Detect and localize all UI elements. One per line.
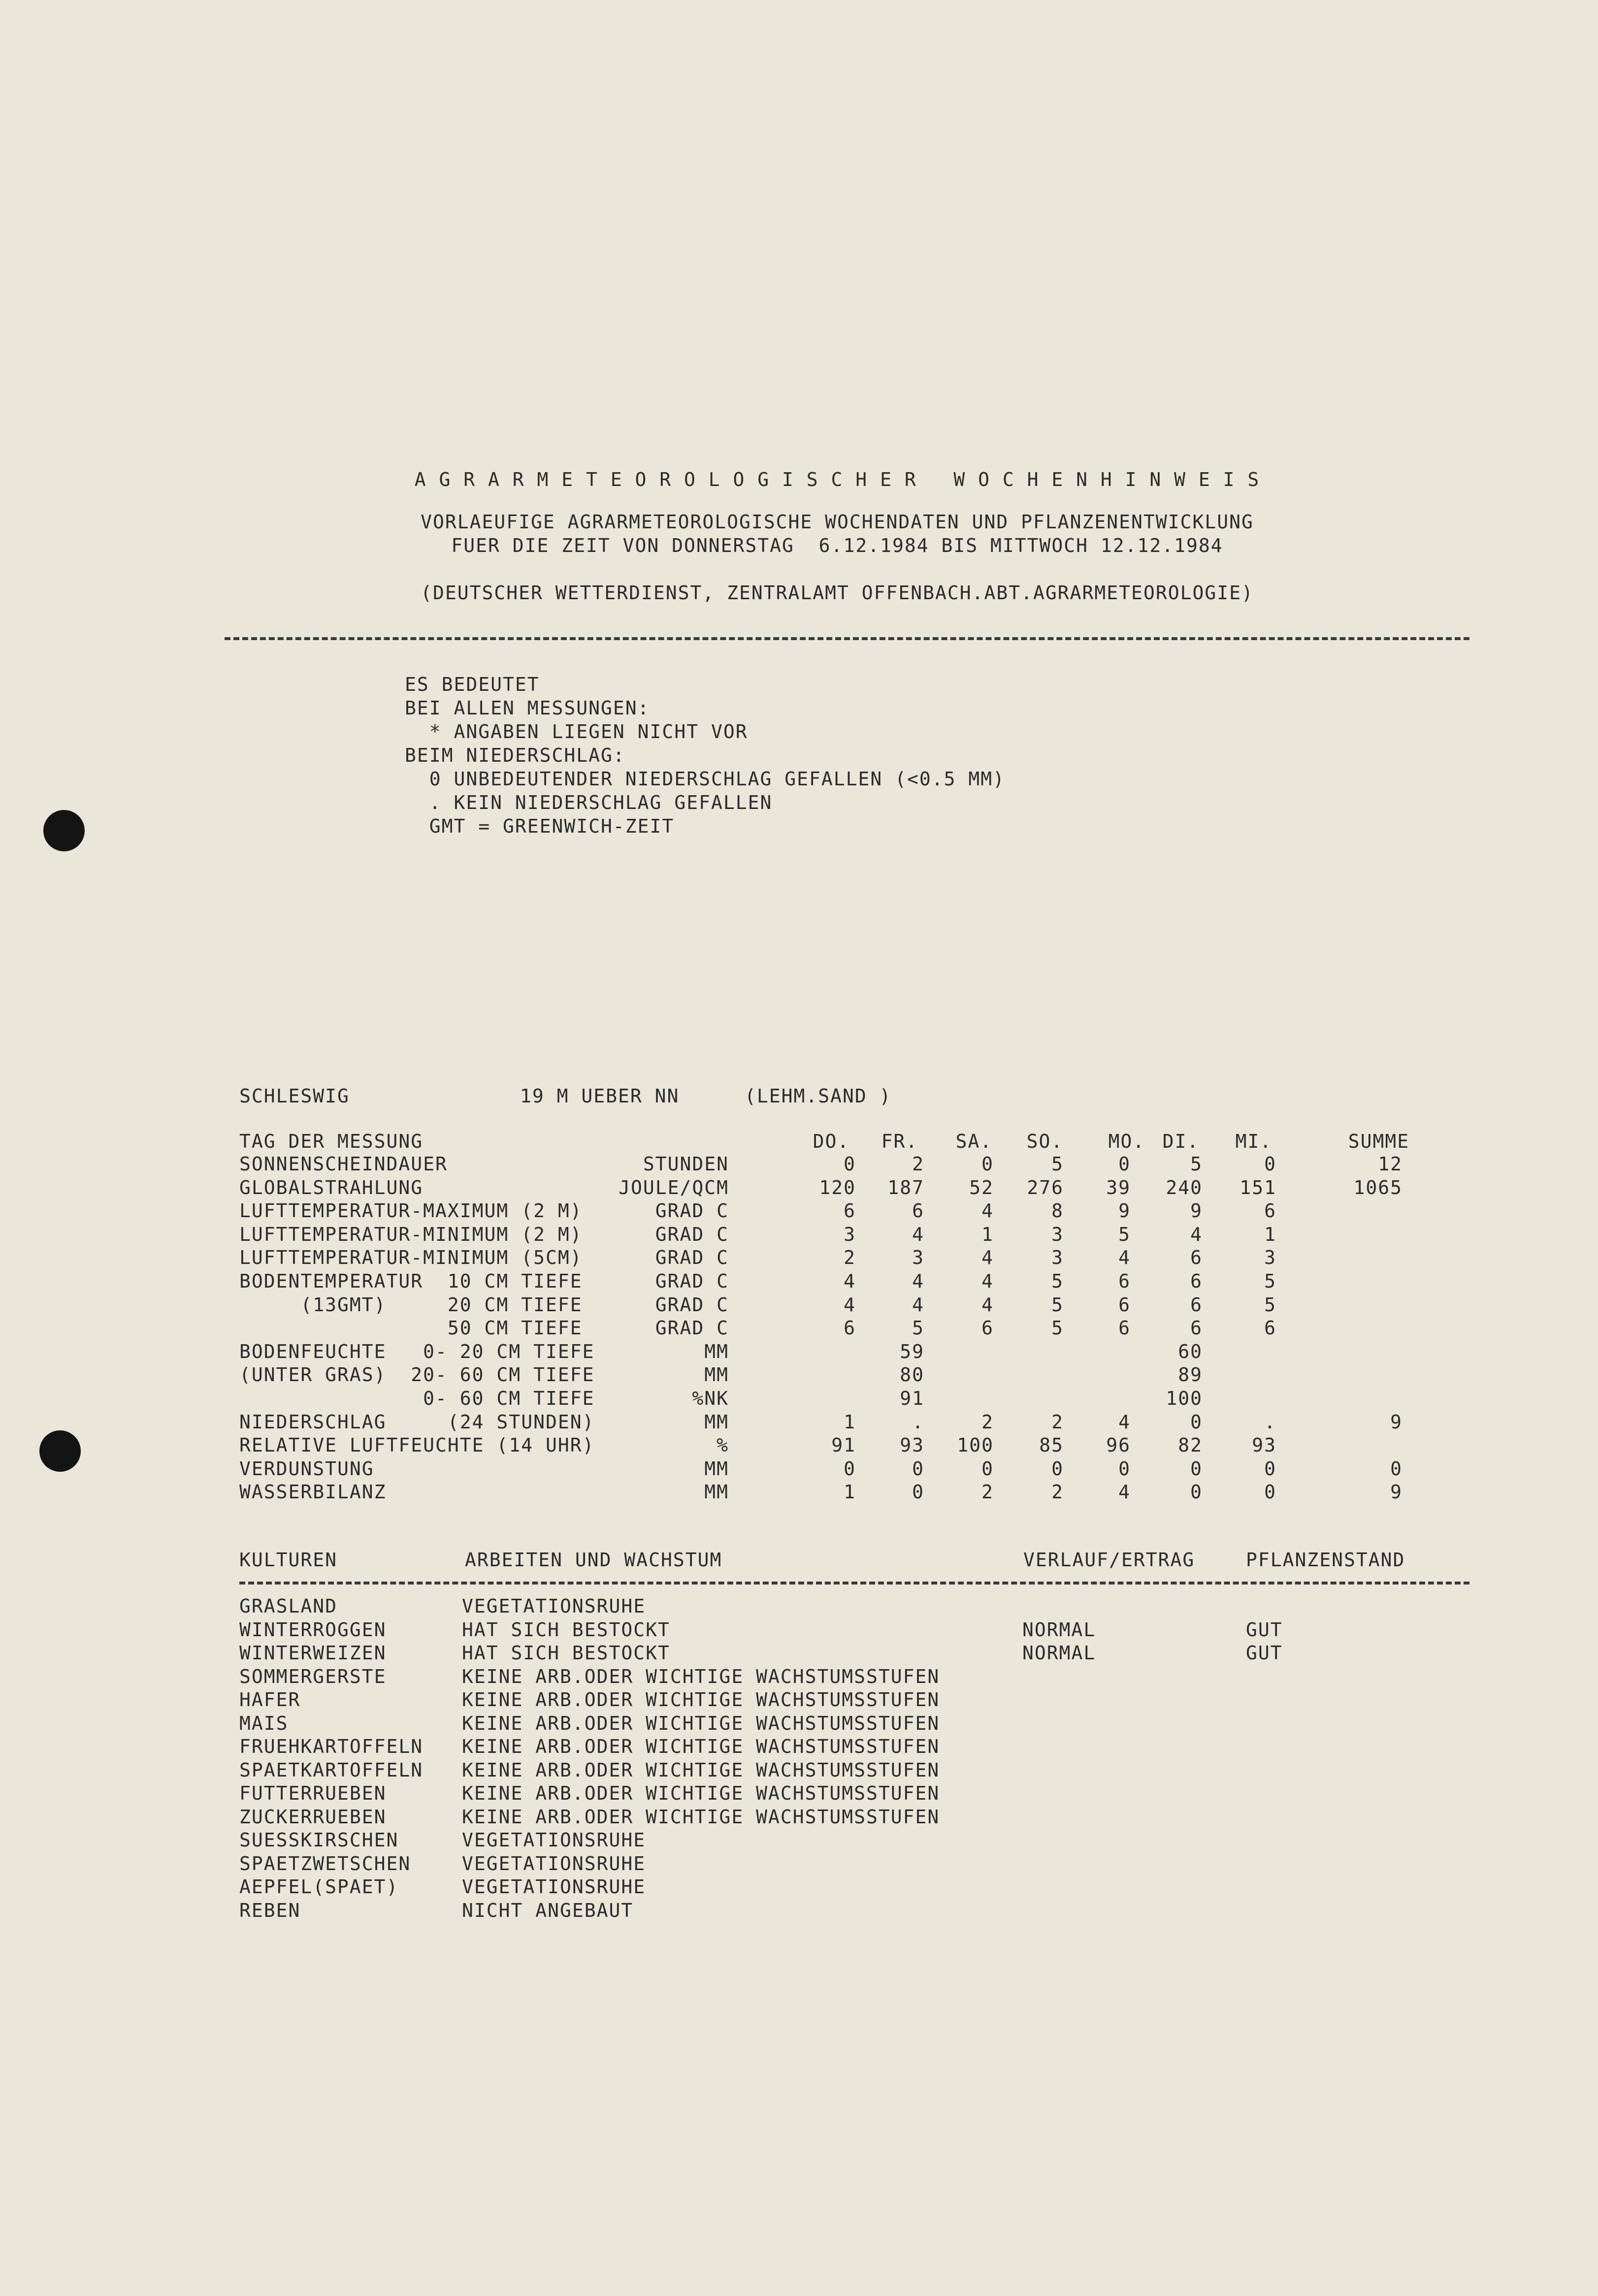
measurement-value: 4 [844,1294,856,1316]
measurement-value: 6 [844,1200,856,1222]
measurement-value: 6 [1190,1270,1203,1292]
measurement-value: 93 [900,1434,924,1456]
measurement-value: 9 [1118,1200,1131,1222]
measurement-value: 4 [912,1223,924,1245]
measurement-sum: 12 [1378,1153,1402,1175]
measurement-value: 6 [1190,1294,1203,1316]
crop-name: SPAETZWETSCHEN [239,1852,411,1875]
measurement-value: 6 [1264,1317,1276,1339]
measurement-value: 0 [844,1153,856,1175]
measurement-value: 0 [1051,1457,1064,1480]
measurement-value: 60 [1178,1340,1203,1362]
crop-name: REBEN [239,1899,301,1921]
document-source: (DEUTSCHER WETTERDIENST, ZENTRALAMT OFFENBACH.ABT.AGRARMETEOROLOGIE) [421,582,1254,604]
measurement-value: 39 [1106,1176,1131,1198]
table-header-day: SO. [1026,1131,1064,1152]
measurement-value: 0 [1190,1481,1203,1503]
measurement-unit: MM [704,1457,729,1480]
crop-name: GRASLAND [239,1595,338,1617]
crop-name: AEPFEL(SPAET) [239,1876,399,1898]
measurement-value: 2 [1051,1411,1064,1433]
measurement-value: 6 [1190,1317,1203,1339]
measurement-label: (13GMT) 20 CM TIEFE [239,1294,583,1316]
measurement-label: BODENFEUCHTE 0- 20 CM TIEFE [239,1340,595,1362]
station-soil: (LEHM.SAND ) [745,1085,892,1107]
legend-line: ES BEDEUTET [405,674,540,695]
punch-hole-bottom [39,1430,81,1472]
table-header-label: TAG DER MESSUNG [239,1131,424,1152]
measurement-unit: JOULE/QCM [619,1176,729,1198]
table-header-day: SA. [955,1131,993,1152]
legend-line: * ANGABEN LIEGEN NICHT VOR [405,721,748,743]
crop-activity: KEINE ARB.ODER WICHTIGE WACHSTUMSSTUFEN [462,1782,940,1804]
measurement-value: 4 [1118,1481,1131,1503]
crop-activity: KEINE ARB.ODER WICHTIGE WACHSTUMSSTUFEN [462,1736,940,1757]
measurement-unit: % [717,1434,729,1456]
measurement-value: 0 [912,1457,924,1480]
measurement-value: 85 [1039,1434,1064,1456]
divider-crops [239,1582,1469,1585]
table-header-day: DO. [813,1131,850,1152]
measurement-value: 52 [969,1176,994,1198]
measurement-value: 96 [1106,1434,1131,1456]
measurement-value: 3 [1264,1247,1276,1269]
measurement-unit: MM [704,1340,729,1362]
crops-header-arbeiten: ARBEITEN UND WACHSTUM [465,1549,722,1571]
measurement-value: 0 [1190,1457,1203,1480]
measurement-label: VERDUNSTUNG [239,1457,374,1480]
measurement-value: 2 [981,1481,994,1503]
measurement-value: 0 [1118,1153,1131,1175]
table-header-day: MI. [1235,1131,1272,1152]
measurement-value: 5 [1051,1153,1064,1175]
measurement-value: 1 [844,1411,856,1433]
measurement-unit: MM [704,1481,729,1503]
measurement-unit: %NK [692,1388,729,1409]
measurement-value: 4 [844,1270,856,1292]
measurement-label: GLOBALSTRAHLUNG [239,1176,424,1198]
measurement-value: 4 [1190,1223,1203,1245]
measurement-label: WASSERBILANZ [239,1481,387,1503]
measurement-value: 6 [1118,1294,1131,1316]
measurement-unit: GRAD C [655,1294,729,1316]
measurement-value: 5 [912,1317,924,1339]
crop-name: ZUCKERRUEBEN [239,1806,387,1828]
measurement-value: 4 [981,1200,994,1222]
measurement-value: 4 [981,1294,994,1316]
measurement-value: 100 [957,1434,994,1456]
measurement-value: 0 [981,1153,994,1175]
measurement-value: 3 [844,1223,856,1245]
document-subtitle-2: FUER DIE ZEIT VON DONNERSTAG 6.12.1984 BIS MITTWOCH 12.12.1984 [451,535,1223,556]
crop-activity: KEINE ARB.ODER WICHTIGE WACHSTUMSSTUFEN [462,1689,940,1711]
station-name: SCHLESWIG [239,1085,350,1107]
measurement-unit: GRAD C [655,1223,729,1245]
measurement-value: 5 [1264,1294,1276,1316]
legend-line: GMT = GREENWICH-ZEIT [405,815,675,837]
divider-top [225,637,1469,640]
measurement-value: 0 [844,1457,856,1480]
table-header-day: DI. [1162,1131,1200,1152]
crop-activity: VEGETATIONSRUHE [462,1829,646,1851]
measurement-value: 3 [1051,1247,1064,1269]
measurement-value: 0 [1118,1457,1131,1480]
legend-line: BEI ALLEN MESSUNGEN: [405,697,650,719]
document-subtitle-1: VORLAEUFIGE AGRARMETEOROLOGISCHE WOCHENDATEN UND PFLANZENENTWICKLUNG [421,511,1254,533]
measurement-value: 0 [1264,1481,1276,1503]
crop-activity: HAT SICH BESTOCKT [462,1642,670,1664]
measurement-value: 6 [1118,1317,1131,1339]
measurement-value: . [912,1411,924,1433]
legend-line: BEIM NIEDERSCHLAG: [405,744,625,766]
crop-verlauf: NORMAL [1022,1618,1096,1641]
measurement-value: 6 [1264,1200,1276,1222]
measurement-value: 4 [981,1247,994,1269]
crop-activity: KEINE ARB.ODER WICHTIGE WACHSTUMSSTUFEN [462,1665,940,1687]
crop-name: MAIS [239,1712,289,1734]
measurement-value: 3 [912,1247,924,1269]
crop-name: FRUEHKARTOFFELN [239,1736,424,1757]
measurement-value: 1 [844,1481,856,1503]
legend-line: 0 UNBEDEUTENDER NIEDERSCHLAG GEFALLEN (<0.5 MM) [405,768,1006,790]
measurement-value: 59 [900,1340,924,1362]
crop-activity: NICHT ANGEBAUT [462,1899,634,1921]
crops-header-stand: PFLANZENSTAND [1246,1549,1405,1571]
table-header-day: MO. [1108,1131,1145,1152]
document-title: A G R A R M E T E O R O L O G I S C H E R W O C H E N H I N W E I S [414,469,1260,490]
punch-hole-top [43,810,85,851]
measurement-label: BODENTEMPERATUR 10 CM TIEFE [239,1270,583,1292]
crop-name: FUTTERRUEBEN [239,1782,387,1804]
measurement-value: 6 [1190,1247,1203,1269]
station-elevation: 19 M UEBER NN [520,1085,680,1107]
crop-activity: VEGETATIONSRUHE [462,1595,646,1617]
measurement-value: 3 [1051,1223,1064,1245]
measurement-value: 91 [831,1434,856,1456]
measurement-unit: GRAD C [655,1200,729,1222]
measurement-value: 2 [981,1411,994,1433]
measurement-value: 93 [1252,1434,1276,1456]
measurement-sum: 9 [1390,1411,1402,1433]
measurement-value: 91 [900,1388,924,1409]
measurement-value: 4 [981,1270,994,1292]
measurement-sum: 1065 [1353,1176,1402,1198]
measurement-label: 0- 60 CM TIEFE [239,1388,595,1409]
measurement-value: 120 [819,1176,856,1198]
measurement-label: 50 CM TIEFE [239,1317,583,1339]
measurement-value: 5 [1264,1270,1276,1292]
measurement-value: 5 [1190,1153,1203,1175]
crop-activity: KEINE ARB.ODER WICHTIGE WACHSTUMSSTUFEN [462,1759,940,1781]
measurement-value: . [1264,1411,1276,1433]
measurement-value: 4 [912,1270,924,1292]
measurement-value: 0 [1264,1153,1276,1175]
table-header-day: FR. [881,1131,918,1152]
measurement-value: 1 [1264,1223,1276,1245]
legend-line: . KEIN NIEDERSCHLAG GEFALLEN [405,792,773,813]
crop-activity: HAT SICH BESTOCKT [462,1618,670,1641]
crops-header-kulturen: KULTUREN [239,1549,338,1571]
crop-stand: GUT [1246,1642,1283,1664]
measurement-value: 4 [912,1294,924,1316]
measurement-value: 100 [1166,1388,1203,1409]
measurement-label: NIEDERSCHLAG (24 STUNDEN) [239,1411,595,1433]
measurement-value: 6 [844,1317,856,1339]
measurement-value: 5 [1051,1294,1064,1316]
crop-activity: KEINE ARB.ODER WICHTIGE WACHSTUMSSTUFEN [462,1806,940,1828]
crop-verlauf: NORMAL [1022,1642,1096,1664]
measurement-unit: GRAD C [655,1247,729,1269]
measurement-value: 2 [1051,1481,1064,1503]
measurement-label: LUFTTEMPERATUR-MINIMUM (2 M) [239,1223,583,1245]
measurement-unit: MM [704,1364,729,1386]
measurement-label: RELATIVE LUFTFEUCHTE (14 UHR) [239,1434,595,1456]
crop-name: SUESSKIRSCHEN [239,1829,399,1851]
measurement-label: (UNTER GRAS) 20- 60 CM TIEFE [239,1364,595,1386]
measurement-value: 9 [1190,1200,1203,1222]
measurement-value: 80 [900,1364,924,1386]
crop-activity: VEGETATIONSRUHE [462,1852,646,1875]
measurement-value: 4 [1118,1411,1131,1433]
measurement-value: 6 [912,1200,924,1222]
measurement-label: LUFTTEMPERATUR-MAXIMUM (2 M) [239,1200,583,1222]
measurement-label: SONNENSCHEINDAUER [239,1153,448,1175]
measurement-unit: GRAD C [655,1317,729,1339]
measurement-value: 8 [1051,1200,1064,1222]
measurement-value: 5 [1051,1270,1064,1292]
crop-name: SOMMERGERSTE [239,1665,387,1687]
measurement-value: 4 [1118,1247,1131,1269]
measurement-value: 89 [1178,1364,1203,1386]
measurement-value: 6 [1118,1270,1131,1292]
measurement-sum: 9 [1390,1481,1402,1503]
crop-name: HAFER [239,1689,301,1711]
measurement-value: 2 [912,1153,924,1175]
measurement-value: 1 [981,1223,994,1245]
measurement-value: 276 [1027,1176,1064,1198]
measurement-value: 0 [912,1481,924,1503]
measurement-label: LUFTTEMPERATUR-MINIMUM (5CM) [239,1247,583,1269]
measurement-value: 6 [981,1317,994,1339]
measurement-value: 5 [1051,1317,1064,1339]
measurement-value: 0 [981,1457,994,1480]
crop-name: WINTERWEIZEN [239,1642,387,1664]
measurement-value: 5 [1118,1223,1131,1245]
measurement-value: 151 [1239,1176,1276,1198]
measurement-value: 0 [1190,1411,1203,1433]
crop-activity: VEGETATIONSRUHE [462,1876,646,1898]
measurement-unit: MM [704,1411,729,1433]
measurement-value: 240 [1166,1176,1203,1198]
measurement-unit: STUNDEN [643,1153,729,1175]
crops-header-verlauf: VERLAUF/ERTRAG [1023,1549,1195,1571]
crop-activity: KEINE ARB.ODER WICHTIGE WACHSTUMSSTUFEN [462,1712,940,1734]
measurement-value: 82 [1178,1434,1203,1456]
crop-name: SPAETKARTOFFELN [239,1759,424,1781]
measurement-value: 2 [844,1247,856,1269]
crop-name: WINTERROGGEN [239,1618,387,1641]
measurement-sum: 0 [1390,1457,1402,1480]
measurement-value: 187 [887,1176,924,1198]
crop-stand: GUT [1246,1618,1283,1641]
table-header-sum: SUMME [1348,1131,1410,1152]
measurement-value: 0 [1264,1457,1276,1480]
measurement-unit: GRAD C [655,1270,729,1292]
